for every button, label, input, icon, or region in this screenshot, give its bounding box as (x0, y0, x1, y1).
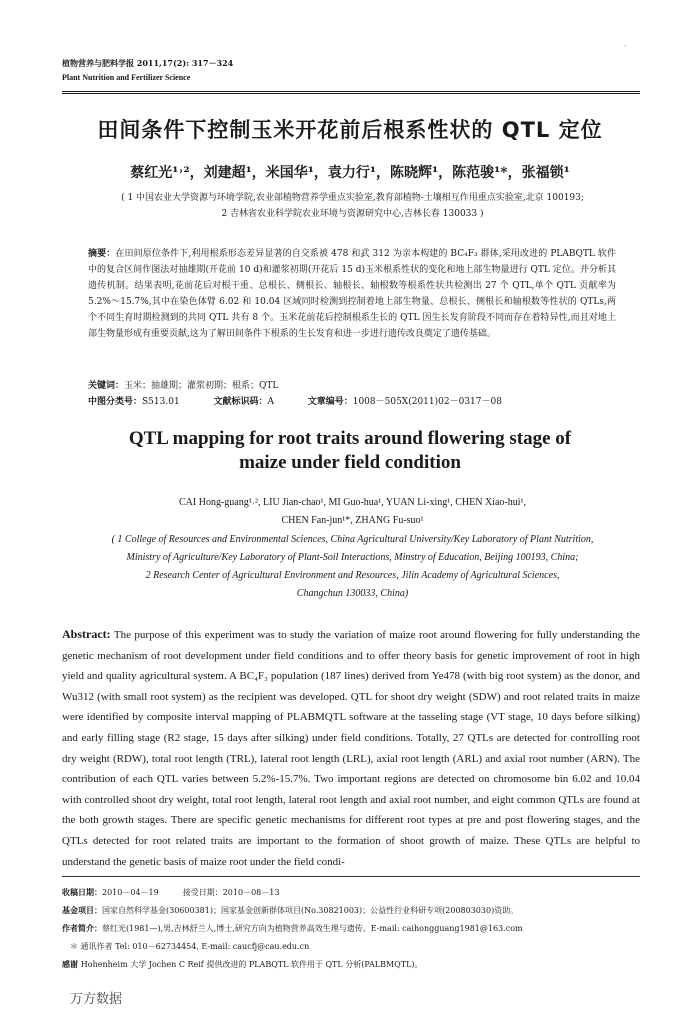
footnote-thanks (62, 957, 640, 973)
classification-line (88, 394, 616, 407)
footnote-text: 蔡红光(1981—),男,吉林舒兰人,博士,研究方向为植物营养高效生理与遗传。E-mail: caihongguang1981@163.com (102, 924, 523, 933)
affiliation-cn-line-1: ( 1 中国农业大学资源与环境学院,农业部植物营养学重点实验室,教育部植物-土壤相互作用重点实验室,北京 100193; (121, 193, 584, 203)
paper-title-en-line-1: QTL mapping for root traits around flowering stage of (128, 428, 572, 449)
footnote-label: 感谢 (62, 960, 81, 969)
abstract-cn-text: 在田间原位条件下,利用根系形态差异显著的自交系被 478 和武 312 为亲本构建的 BC₄F₃ 群体,采用改进的 PLABQTL 软件中的复合区间作图法对抽雄期(开花前 10 d)和灌浆初期(开花后 15 d)玉米根系性状的变化和地上部生物量进行 QTL 定位。并分析其遗传机制。结果表明,花前花后对根干重、总根长、侧根长、轴根长、轴根数等根系性状共检测出 27 个 QTL,单个 QTL 贡献率为 5.2%～15.7%,其中在染色体臂 6.02 和 10.04 区域同时检测到控制着地上部生物量、总根长、侧根长和轴根数等性状的 QTLs,两个不同生育时期检测到的共同 QTL 共有 8 个。玉米花前花后控制根系生长的 QTL 因生长发育阶段不同而存在着特异性,而且对地上部生物量形成有重要贡献,这为了解田间条件下根系的生长发育和进一步进行遗传改良奠定了遗传基础。 (88, 249, 616, 339)
corner-mark: · (624, 42, 627, 51)
article-no-value: 1008－505X(2011)02－0317－08 (352, 397, 502, 407)
abstract-cn-label: 摘要： (88, 249, 116, 259)
clc-label: 中图分类号： (88, 397, 143, 407)
article-no-label: 文章编号： (307, 397, 353, 407)
footnote-text: 2010－04－19 接受日期：2010－08－13 (102, 888, 280, 897)
clc-value: S513.01 (142, 397, 180, 407)
abstract-en-label: Abstract: (62, 627, 111, 641)
footnote-received (62, 885, 640, 901)
footnote-text: Hohenheim 大学 Jochen C Reif 提供改进的 PLABQTL 软件用于 QTL 分析(PALBMQTL)。 (80, 960, 423, 969)
affiliation-en-line-3: 2 Research Center of Agricultural Environment and Resources, Jilin Academy of Agricultural Sciences, (145, 570, 560, 581)
footnote-text: ＊ 通讯作者 Tel: 010－62734454, E-mail: caucfj@cau.edu.cn (62, 942, 310, 951)
abstract-cn (88, 246, 616, 342)
watermark: 万方数据 (70, 992, 123, 1007)
paper-title-cn: 田间条件下控制玉米开花前后根系性状的 QTL 定位 (97, 118, 603, 142)
journal-citation: 植物营养与肥料学报 2011,17(2): 317－324 (62, 58, 234, 68)
doc-value: A (267, 397, 274, 407)
footnote-text: 国家自然科学基金(30600381)；国家基金创新群体项目(No.30821003)；公益性行业科研专项(200803030)资助。 (102, 906, 519, 915)
footnote-author (62, 921, 640, 937)
authors-en-line-2: CHEN Fan-jun¹*, ZHANG Fu-suo¹ (281, 515, 424, 526)
footnote-rule (62, 876, 640, 877)
authors-en-line-1: CAI Hong-guang¹˒², LIU Jian-chao¹, MI Guo-hua¹, YUAN Li-xing¹, CHEN Xiao-hui¹, (179, 497, 526, 508)
footnote-correspondence (62, 939, 640, 955)
affiliation-en-line-1: ( 1 College of Resources and Environmental Sciences, China Agricultural University/Key Laboratory of Plant Nutrition, (111, 534, 594, 545)
header-rule-thin (62, 93, 640, 94)
keywords-cn-text: 玉米；抽雄期；灌浆初期；根系；QTL (124, 381, 279, 391)
footnote-label: 基金项目： (62, 906, 102, 915)
keywords-cn (88, 378, 616, 391)
authors-cn: 蔡红光¹˒²，刘建超¹，米国华¹，袁力行¹，陈晓辉¹，陈范骏¹*，张福锁¹ (130, 165, 570, 181)
affiliation-cn-line-2: 2 吉林省农业科学院农业环境与资源研究中心,吉林长春 130033 ) (221, 209, 484, 219)
footnote-label: 收稿日期： (62, 888, 102, 897)
doc-label: 文献标识码： (213, 397, 268, 407)
abstract-en (62, 624, 640, 872)
abstract-en-text: The purpose of this experiment was to study the variation of maize root around flowering for fully understanding the genetic mechanism of root development under field conditions and to offer theory basis for genetic improvement of root in high yield and quality agricultural system. A BC₄F₃ population (187 lines) derived from Ye478 (with big root system) as the donor, and Wu312 (with small root system) as the recipient was developed. QTL for shoot dry weight (SDW) and root related traits in maize were identified by composite interval mapping of PLABMQTL software at the tasseling stage (VT stage, 10 days before silking) and early filling stage (R2 stage, 15 days after silking) under field conditions. Totally, 27 QTLs are detected for controlling root dry weight (RDW), total root length (TRL), lateral root length (LRL), axial root length (ARL) and axial root number (ARN). The contribution of each QTL varies between 5.2%-15.7%. Two important regions are detected on chromosome bin 6.02 and 10.04 with controlled shoot dry weight, total root length, lateral root length and axial root number, and eight common QTLs are found at the both growth stages. There are specific genetic mechanisms for different root types at pre and post flowering stages, and the QTLs detected for root related traits are important to the formation of shoot growth of maize. These QTLs are helpful to understand the genetic basis of maize root under the field condi- (62, 629, 640, 868)
footnote-label: 作者简介： (62, 924, 102, 933)
affiliation-en-line-2: Ministry of Agriculture/Key Laboratory of Plant-Soil Interactions, Minstry of Education, Beijing 100193, China; (126, 552, 579, 563)
paper-title-en-line-2: maize under field condition (239, 452, 461, 473)
journal-name-en: Plant Nutrition and Fertilizer Science (62, 73, 191, 82)
header-rule (62, 91, 640, 92)
footnote-funding (62, 903, 640, 919)
keywords-cn-label: 关键词： (88, 381, 125, 391)
affiliation-en-line-4: Changchun 130033, China) (296, 588, 409, 599)
